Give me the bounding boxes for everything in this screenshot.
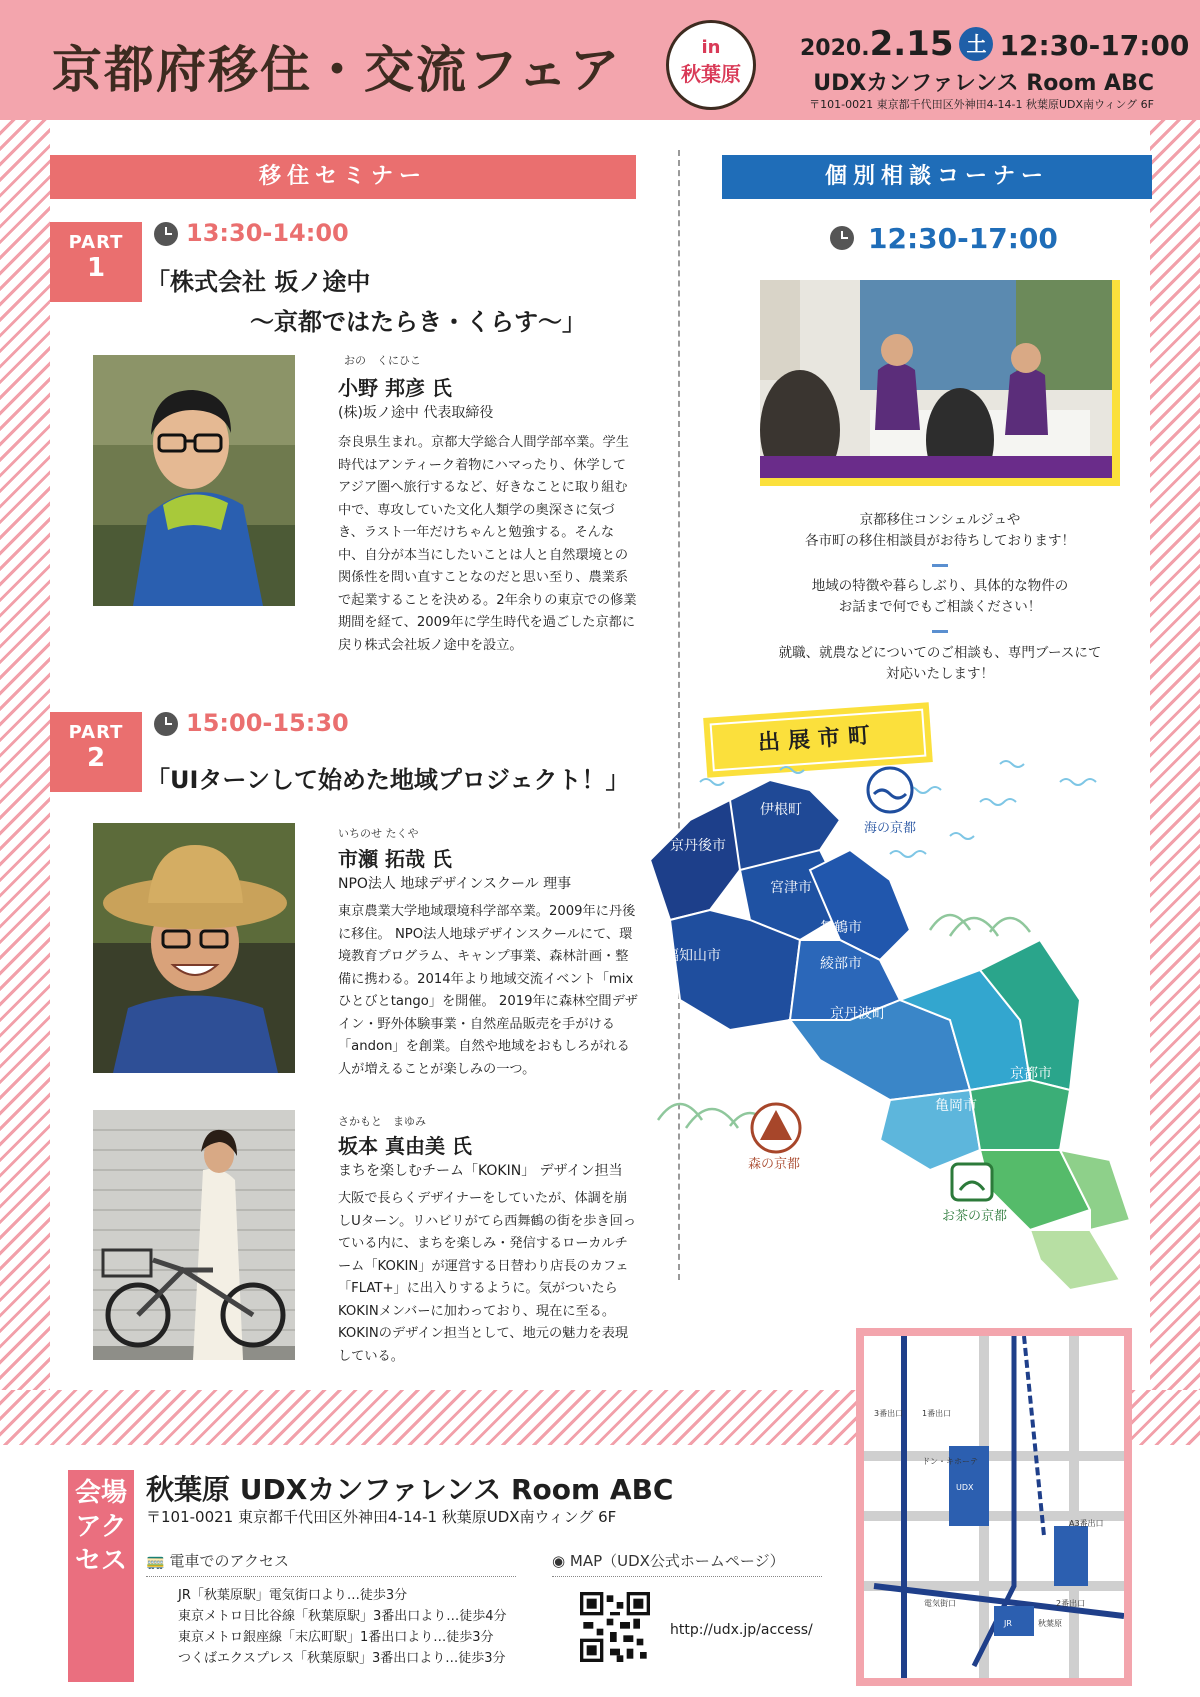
badge-place-text: 秋葉原 (681, 62, 741, 86)
part-1-title-line2: ～京都ではたらき・くらす～」 (250, 308, 586, 336)
speaker-photo-ichinose (93, 823, 295, 1073)
kyoto-prefecture-map (650, 760, 1170, 1300)
badge-in-text: in (701, 37, 721, 58)
consult-text-3 (720, 643, 1160, 685)
map-jr: JR (1004, 1619, 1012, 1628)
train-access-heading (146, 1550, 289, 1571)
event-title: 京都府移住・交流フェア (52, 41, 622, 99)
part-1-time: 13:30-14:00 (186, 219, 349, 247)
speaker-photo-ono (93, 355, 295, 606)
train-access-heading-text: 電車でのアクセス (169, 1552, 290, 1570)
header-venue: UDXカンファレンス Room ABC (813, 71, 1154, 96)
train-icon: 🚃 (146, 1552, 165, 1570)
separator (932, 630, 948, 633)
train-line-4: つくばエクスプレス「秋葉原駅」3番出口より…徒歩3分 (178, 1651, 506, 1666)
label-kyotamba: 京丹波町 (830, 1006, 886, 1022)
consult-text-3a: 就職、就農などについてのご相談も、専門ブースにて (778, 645, 1102, 661)
label-kyotango: 京丹後市 (670, 838, 726, 854)
label-ine: 伊根町 (760, 802, 802, 818)
clock-icon (154, 712, 178, 736)
speaker-1-ruby: おの くにひこ (344, 354, 421, 367)
header-address: 〒101-0021 東京都千代田区外神田4-14-1 秋葉原UDX南ウィング 6F (809, 98, 1154, 111)
train-line-2: 東京メトロ日比谷線「秋葉原駅」3番出口より…徒歩4分 (178, 1609, 507, 1624)
consult-text-2b: お話まで何でもご相談ください！ (838, 599, 1042, 615)
access-tab: 会場アクセス (68, 1470, 134, 1682)
date-month-day: 2.15 (869, 24, 954, 64)
label-miyazu: 宮津市 (770, 880, 812, 896)
speaker-2-name: 市瀬 拓哉 氏 (338, 847, 452, 871)
part-2-label: PART (68, 722, 124, 743)
access-url[interactable]: http://udx.jp/access/ (670, 1622, 813, 1638)
location-badge (666, 20, 756, 110)
part-2-time: 15:00-15:30 (186, 709, 349, 737)
area-map-frame (856, 1328, 1132, 1686)
consult-photo (760, 280, 1112, 478)
map-exitA3: A3番出口 (1069, 1519, 1104, 1528)
area-map (864, 1336, 1124, 1678)
consult-text-3b: 対応いたします！ (886, 666, 994, 682)
part-1-badge (50, 222, 142, 302)
access-venue: 秋葉原 UDXカンファレンス Room ABC (146, 1473, 674, 1506)
part-1-title-line1: 「株式会社 坂ノ途中 (146, 268, 371, 296)
consult-text-1a: 京都移住コンシェルジュや (859, 512, 1021, 528)
ocha-logo-text: お茶の京都 (942, 1209, 1008, 1224)
speaker-2-role: NPO法人 地球デザインスクール 理事 (338, 876, 572, 892)
speaker-1-role: (株)坂ノ途中 代表取締役 (338, 405, 494, 421)
part-1-label: PART (68, 232, 124, 253)
consult-text-2a: 地域の特徴や暮らしぶり、具体的な物件の (811, 578, 1069, 594)
speaker-3-bio: 大阪で長らくデザイナーをしていたが、体調を崩しUターン。リハビリがてら西舞鶴の街を歩き回っている内に、まちを楽しみ・発信するローカルチーム「KOKIN」が運営する日替わり店長のカフェ「FLAT+」に出入りするように。気がついたらKOKINメンバーに加わっており、現在に至る。KOKINのデザイン担当として、地元の魅力を表現している。 (338, 1191, 637, 1364)
map-denki: 電気街口 (924, 1599, 956, 1608)
umi-logo-text: 海の京都 (864, 821, 917, 836)
part-1-number: 1 (86, 253, 106, 283)
map-heading-text: MAP（UDX公式ホームページ） (569, 1552, 785, 1570)
umi-no-kyoto-logo (864, 768, 916, 836)
qr-code[interactable] (580, 1592, 650, 1662)
map-akihabara: 秋葉原 (1038, 1619, 1062, 1628)
label-kameoka: 亀岡市 (935, 1098, 977, 1114)
access-address: 〒101-0021 東京都千代田区外神田4-14-1 秋葉原UDX南ウィング 6F (146, 1508, 617, 1526)
part-2-badge (50, 712, 142, 792)
label-maizuru: 舞鶴市 (820, 920, 862, 936)
consult-text-1 (720, 510, 1160, 552)
hatch-frame-left (0, 120, 50, 1410)
consult-time: 12:30-17:00 (868, 222, 1058, 255)
label-fukuchiyama: 福知山市 (665, 948, 721, 964)
event-datetime (800, 24, 1189, 64)
map-donki: ドン・キホーテ (922, 1457, 978, 1466)
map-exit3: 3番出口 (874, 1409, 904, 1418)
map-udx: UDX (956, 1483, 974, 1492)
map-exit1: 1番出口 (922, 1409, 952, 1418)
seminar-heading: 移住セミナー (50, 155, 636, 199)
speaker-3-name: 坂本 真由美 氏 (338, 1134, 472, 1158)
clock-icon (830, 226, 854, 250)
part-2-title: 「UIターンして始めた地域プロジェクト！」 (146, 766, 630, 794)
prefecture-regions (650, 780, 1130, 1290)
map-heading (552, 1550, 785, 1571)
consult-photo-frame (760, 280, 1120, 486)
speaker-3-ruby: さかもと まゆみ (338, 1115, 426, 1128)
clock-icon (154, 222, 178, 246)
date-year: 2020. (800, 36, 870, 61)
speaker-1-name: 小野 邦彦 氏 (338, 376, 452, 400)
train-line-3: 東京メトロ銀座線「末広町駅」1番出口より…徒歩3分 (178, 1630, 494, 1645)
map-pin-icon: ◉ (552, 1552, 566, 1570)
map-exit2: 2番出口 (1056, 1599, 1086, 1608)
speaker-2-ruby: いちのせ たくや (338, 827, 419, 840)
train-line-1: JR「秋葉原駅」電気街口より…徒歩3分 (178, 1588, 408, 1603)
mori-no-kyoto-logo (748, 1104, 800, 1172)
mori-logo-text: 森の京都 (748, 1157, 801, 1172)
speaker-3-role: まちを楽しむチーム「KOKIN」 デザイン担当 (338, 1163, 623, 1179)
speaker-photo-sakamoto (93, 1110, 295, 1360)
part-2-number: 2 (86, 743, 106, 773)
consult-heading: 個別相談コーナー (722, 155, 1152, 199)
date-weekday: 土 (959, 27, 993, 61)
speaker-2-bio: 東京農業大学地域環境科学部卒業。2009年に丹後に移住。 NPO法人地球デザインスクールにて、環境教育プログラム、キャンプ事業、森林計画・整備に携わる。2014年より地域交流イベント「mixひとびとtango」を開催。 2019年に森林空間デザイン・野外体験事業・自然産品販売を手がける「andon」を創業。自然や地域をおもしろがれる人が増えることが楽しみの一つ。 (338, 904, 638, 1077)
event-time: 12:30-17:00 (999, 29, 1190, 62)
speaker-1-bio: 奈良県生まれ。京都大学総合人間学部卒業。学生時代はアンティーク着物にハマったり、休学してアジア圏へ旅行するなど、好きなことに取り組む中で、専攻していた文化人類学の奥深さに気づき、ラスト一年だけちゃんと勉強する。そんな中、自分が本当にしたいことは人と自然環境との関係性を問い直すことなのだと思い至り、農業系で起業することを決める。2年余りの東京での修業期間を経て、2009年に学生時代を過ごした京都に戻り株式会社坂ノ途中を設立。 (338, 435, 637, 653)
consult-text-1b: 各市町の移住相談員がお待ちしております！ (805, 533, 1075, 549)
dotted-rule (552, 1576, 822, 1577)
separator (932, 564, 948, 567)
dotted-rule (146, 1576, 516, 1577)
exhibitors-heading-text: 出展市町 (757, 722, 879, 757)
header-band (0, 0, 1200, 120)
consult-text-2 (720, 576, 1160, 618)
label-ayabe: 綾部市 (820, 956, 862, 972)
label-kyoto: 京都市 (1010, 1066, 1052, 1082)
